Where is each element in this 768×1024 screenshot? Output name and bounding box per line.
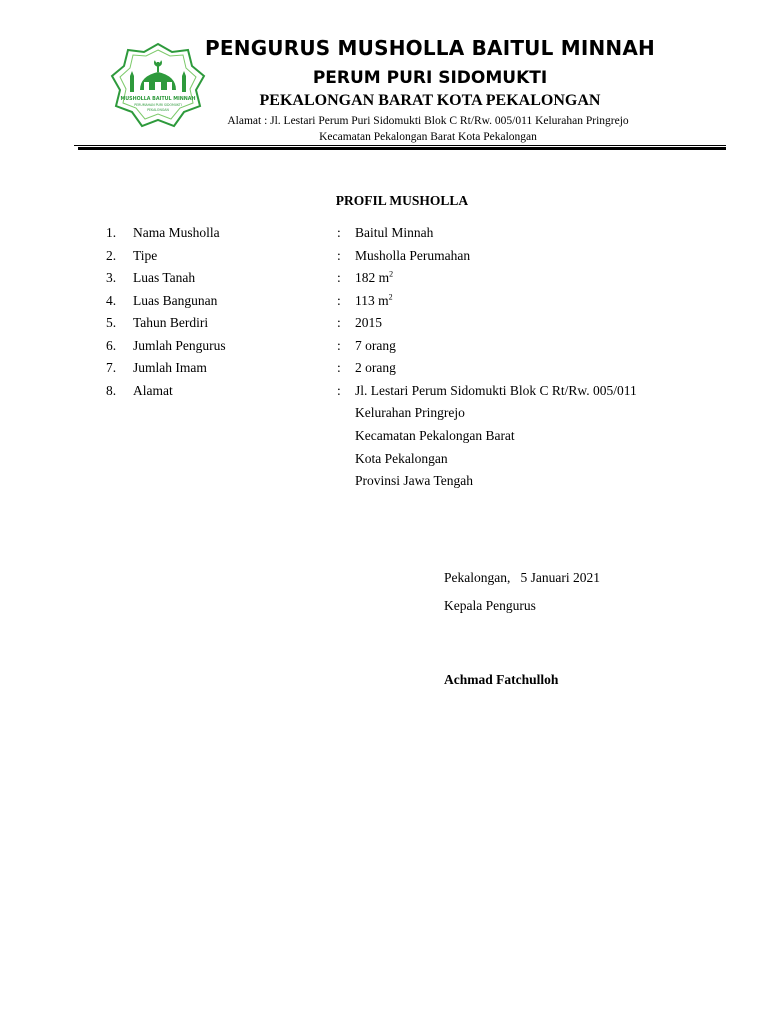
row-value: Jl. Lestari Perum Sidomukti Blok C Rt/Rw. 005/011 bbox=[355, 382, 637, 398]
header-divider-thin bbox=[74, 145, 726, 146]
profile-row bbox=[0, 360, 768, 380]
row-value: 2 orang bbox=[355, 360, 396, 375]
row-colon: : bbox=[337, 292, 341, 308]
address-line-2: Kecamatan Pekalongan Barat Kota Pekalongan bbox=[319, 131, 537, 143]
signature-place-date: Pekalongan, 5 Januari 2021 bbox=[444, 570, 600, 585]
profile-row bbox=[0, 383, 768, 403]
row-number: 2. bbox=[106, 247, 117, 263]
row-colon: : bbox=[337, 225, 341, 240]
address-extra-line: Kota Pekalongan bbox=[355, 451, 448, 466]
superscript: 2 bbox=[389, 269, 394, 279]
row-value: 7 orang bbox=[355, 337, 396, 353]
row-number: 7. bbox=[106, 360, 117, 375]
row-colon: : bbox=[337, 382, 341, 398]
city-line: PEKALONGAN BARAT KOTA PEKALONGAN bbox=[259, 92, 601, 109]
subtitle: PERUM PURI SIDOMUKTI bbox=[312, 68, 548, 88]
row-label: Tahun Berdiri bbox=[133, 315, 209, 330]
row-colon: : bbox=[337, 315, 341, 330]
address-extra-line: Kelurahan Pringrejo bbox=[355, 405, 465, 420]
row-number: 3. bbox=[106, 270, 117, 285]
superscript: 2 bbox=[388, 292, 393, 301]
row-number: 4. bbox=[106, 292, 117, 308]
profile-row bbox=[0, 270, 768, 290]
header-divider-thick bbox=[78, 147, 726, 150]
row-value-wrap bbox=[355, 270, 393, 286]
row-colon: : bbox=[337, 360, 341, 375]
address-extra-line: Provinsi Jawa Tengah bbox=[355, 473, 474, 488]
row-number: 8. bbox=[106, 382, 117, 398]
row-number: 1. bbox=[106, 225, 117, 240]
row-label: Jumlah Pengurus bbox=[133, 337, 226, 353]
signature-name: Achmad Fatchulloh bbox=[444, 672, 559, 687]
row-label: Alamat bbox=[133, 382, 173, 398]
row-value: 113 m bbox=[355, 292, 389, 308]
profile-row bbox=[0, 338, 768, 358]
row-value: 182 m bbox=[355, 270, 390, 285]
profile-row bbox=[0, 315, 768, 335]
row-value: Musholla Perumahan bbox=[355, 247, 471, 263]
row-label: Luas Tanah bbox=[133, 270, 196, 285]
row-label: Tipe bbox=[133, 247, 158, 263]
profile-row bbox=[0, 293, 768, 313]
row-value: 2015 bbox=[355, 315, 382, 330]
logo-text-line2: PERUMAHAN PURI SIDOMUKTI bbox=[134, 103, 182, 107]
logo-text-line1: MUSHOLLA BAITUL MINNAH bbox=[120, 97, 196, 102]
profile-row bbox=[0, 225, 768, 245]
document-title: PROFIL MUSHOLLA bbox=[335, 193, 469, 208]
row-label: Nama Musholla bbox=[133, 225, 220, 240]
address-extra-line: Kecamatan Pekalongan Barat bbox=[355, 428, 515, 443]
row-label: Luas Bangunan bbox=[133, 292, 218, 308]
org-name: PENGURUS MUSHOLLA BAITUL MINNAH bbox=[205, 36, 655, 60]
logo-text-line3: PEKALONGAN bbox=[147, 108, 169, 112]
profile-row bbox=[0, 248, 768, 268]
row-value-wrap bbox=[355, 293, 393, 309]
row-colon: : bbox=[337, 247, 341, 263]
signature-position: Kepala Pengurus bbox=[444, 598, 536, 613]
row-value: Baitul Minnah bbox=[355, 225, 434, 240]
row-number: 5. bbox=[106, 315, 117, 330]
row-label: Jumlah Imam bbox=[133, 360, 207, 375]
row-number: 6. bbox=[106, 337, 117, 353]
address-line-1: Alamat : Jl. Lestari Perum Puri Sidomukti Blok C Rt/Rw. 005/011 Kelurahan Pringrejo bbox=[227, 115, 629, 127]
row-colon: : bbox=[337, 270, 341, 285]
row-colon: : bbox=[337, 337, 341, 353]
